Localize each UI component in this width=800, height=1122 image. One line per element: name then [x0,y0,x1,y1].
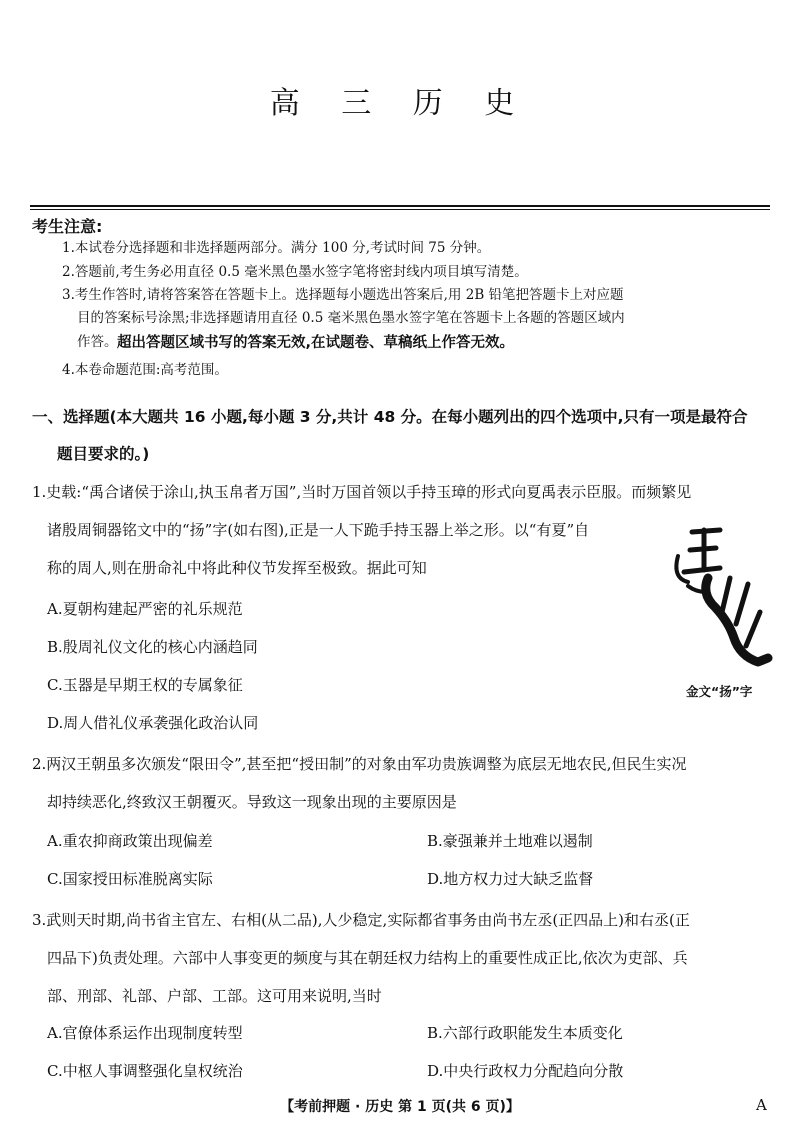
q3-option-b: B.六部行政职能发生本质变化 [427,1024,623,1042]
page-title: 高 三 历 史 [269,86,531,121]
header-rule-thin [30,209,770,210]
q1-option-c: C.玉器是早期王权的专属象征 [47,676,243,694]
notice-item-2: 2.答题前,考生务必用直径 0.5 毫米黑色墨水签字笔将密封线内项目填写清楚。 [62,264,528,280]
header-rule-thick [30,205,770,207]
q1-line-1: 1.史载:“禹合诸侯于涂山,执玉帛者万国”,当时万国首领以手持玉璋的形式向夏禹表示臣服。而频繁见 [32,483,692,501]
q3-option-d: D.中央行政权力分配趋向分散 [427,1062,624,1080]
q1-option-b: B.殷周礼仪文化的核心内涵趋同 [47,638,258,656]
bronze-inscription-yang-image [670,520,774,672]
q2-option-a: A.重农抑商政策出现偏差 [47,832,213,850]
q2-option-c: C.国家授田标准脱离实际 [47,870,213,888]
q2-option-d: D.地方权力过大缺乏监督 [427,870,594,888]
image-caption: 金文“扬”字 [686,684,753,699]
q3-line-1: 3.武则天时期,尚书省主官左、右相(从二品),人少稳定,实际都省事务由尚书左丞(正四品上)和右丞(正 [32,911,690,929]
section-heading-cont: 题目要求的。) [57,445,150,463]
q3-option-a: A.官僚体系运作出现制度转型 [47,1024,243,1042]
q3-option-c: C.中枢人事调整强化皇权统治 [47,1062,243,1080]
q3-line-3: 部、刑部、礼部、户部、工部。这可用来说明,当时 [47,987,382,1005]
page-footer: 【考前押题 · 历史 第 1 页(共 6 页)】 [280,1099,520,1115]
q2-line-1: 2.两汉王朝虽多次颁发“限田令”,甚至把“授田制”的对象由军功贵族调整为底层无地农民,但民生实况 [32,755,687,773]
notice-item-4: 4.本卷命题范围:高考范围。 [62,362,228,378]
q1-option-a: A.夏朝构建起严密的礼乐规范 [47,600,243,618]
notice-warning: 超出答题区域书写的答案无效,在试题卷、草稿纸上作答无效。 [117,335,515,351]
q3-line-2: 四品下)负责处理。六部中人事变更的频度与其在朝廷权力结构上的重要性成正比,依次为吏部、兵 [47,949,688,967]
q2-line-2: 却持续恶化,终致汉王朝覆灭。导致这一现象出现的主要原因是 [47,793,457,811]
notice-item-3-cont: 目的答案标号涂黑;非选择题请用直径 0.5 毫米黑色墨水签字笔在答题卡上各题的答题区域内 [77,310,625,326]
notice-item-3: 3.考生作答时,请将答案答在答题卡上。选择题每小题选出答案后,用 2B 铅笔把答题卡上对应题 [62,287,624,303]
section-heading: 一、选择题(本大题共 16 小题,每小题 3 分,共计 48 分。在每小题列出的四个选项中,只有一项是最符合 [32,408,748,426]
paper-version-letter: A [756,1096,767,1114]
notice-item-3-end: 作答。 [77,334,118,350]
notice-item-1: 1.本试卷分选择题和非选择题两部分。满分 100 分,考试时间 75 分钟。 [62,240,491,256]
q2-option-b: B.豪强兼并土地难以遏制 [427,832,593,850]
notice-heading: 考生注意: [32,217,103,236]
q1-line-3: 称的周人,则在册命礼中将此种仪节发挥至极致。据此可知 [47,559,427,577]
q1-option-d: D.周人借礼仪承袭强化政治认同 [47,714,259,732]
q1-line-2: 诸殷周铜器铭文中的“扬”字(如右图),正是一人下跪手持玉器上举之形。以“有夏”自 [47,521,590,539]
